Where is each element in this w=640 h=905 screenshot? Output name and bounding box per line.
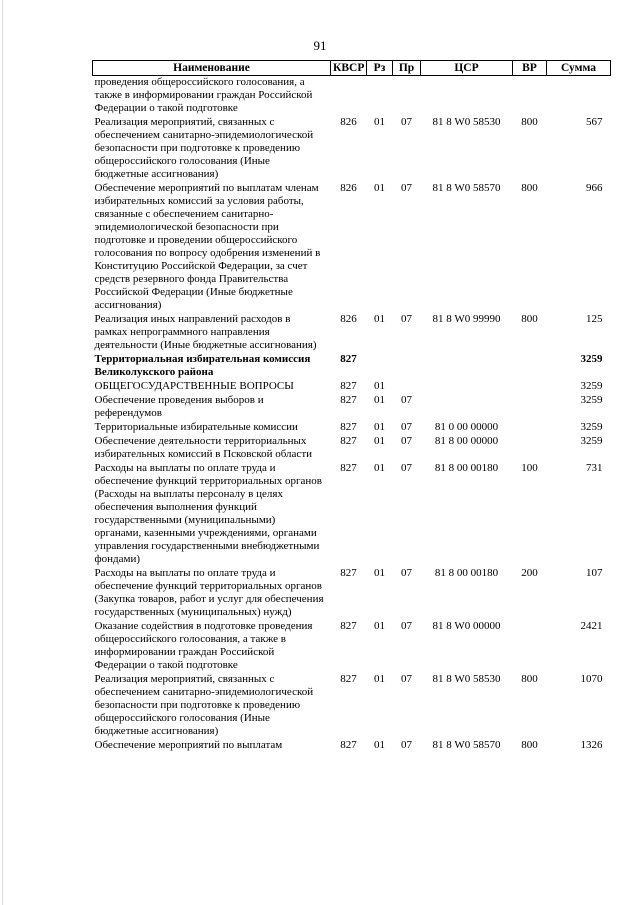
table-row: [93, 115, 611, 181]
cell-csr: 81 8 W0 99990: [432, 313, 501, 325]
cell-pr: 07: [401, 313, 412, 325]
cell-sum: 1070: [580, 673, 603, 685]
cell-pr: [393, 76, 421, 116]
scan-edge: [2, 0, 3, 905]
cell-pr: [393, 379, 421, 393]
cell-pr: 07: [401, 182, 412, 194]
header-name: Наименование: [93, 61, 331, 76]
cell-csr: 81 8 W0 58530: [432, 116, 501, 128]
cell-vr: [513, 420, 547, 434]
cell-vr: [513, 619, 547, 672]
cell-csr: [421, 76, 513, 116]
cell-name: Территориальные избирательные комиссии: [94, 421, 298, 433]
cell-kvsr: [331, 76, 367, 116]
cell-sum: 567: [586, 116, 603, 128]
cell-csr: [421, 379, 513, 393]
cell-vr: [513, 393, 547, 420]
table-row: [93, 181, 611, 312]
table-row: [93, 461, 611, 566]
cell-vr: [513, 76, 547, 116]
cell-kvsr: 827: [340, 421, 357, 433]
cell-name: Обеспечение деятельности территориальных избирательных комиссий в Псковской области: [94, 435, 313, 460]
cell-sum: 125: [586, 313, 603, 325]
cell-rz: 01: [374, 620, 385, 632]
cell-vr: [513, 434, 547, 461]
cell-kvsr: 827: [340, 620, 357, 632]
cell-csr: [421, 393, 513, 420]
cell-rz: 01: [374, 116, 385, 128]
cell-kvsr: 827: [340, 353, 357, 365]
cell-vr: 800: [521, 182, 538, 194]
cell-pr: 07: [401, 116, 412, 128]
table-row: [93, 619, 611, 672]
header-csr: ЦСР: [421, 61, 513, 76]
cell-name: Обеспечение мероприятий по выплатам членам избирательных комиссий за условия работы, связанные с обеспечением санитарно-эпидемиологической безопасности при подготовке и проведении общероссийского голосования по вопросу одобрения изменений в Конституцию Российской Федерации, за счет средств резервного фонда Правительства Российской Федерации (Иные бюджетные ассигнования): [94, 182, 321, 311]
table-row: [93, 379, 611, 393]
table-row: [93, 312, 611, 352]
cell-rz: 01: [374, 739, 385, 751]
cell-sum: 2421: [580, 620, 603, 632]
cell-vr: [513, 379, 547, 393]
cell-pr: 07: [401, 462, 412, 474]
cell-kvsr: 826: [340, 313, 357, 325]
table-header-row: [93, 61, 611, 76]
cell-vr: 800: [521, 739, 538, 751]
cell-kvsr: 827: [340, 739, 357, 751]
cell-rz: 01: [374, 435, 385, 447]
cell-rz: [367, 76, 393, 116]
cell-kvsr: 827: [340, 462, 357, 474]
cell-pr: 07: [401, 567, 412, 579]
cell-vr: [513, 352, 547, 379]
cell-csr: 81 8 00 00000: [434, 435, 499, 447]
cell-sum: 3259: [580, 380, 603, 392]
cell-csr: 81 8 W0 00000: [432, 620, 501, 632]
cell-kvsr: 827: [340, 394, 357, 406]
cell-name: проведения общероссийского голосования, а также в информировании граждан Российской Федерации о такой подготовке: [94, 76, 313, 114]
cell-pr: 07: [401, 739, 412, 751]
cell-sum: 3259: [580, 435, 603, 447]
header-rz: Рз: [367, 61, 393, 76]
cell-sum: 3259: [580, 353, 603, 365]
cell-name: Обеспечение проведения выборов и референдумов: [94, 394, 264, 419]
cell-pr: 07: [401, 394, 412, 406]
cell-vr: 100: [521, 462, 538, 474]
header-sum: Сумма: [547, 61, 611, 76]
table-row: [93, 352, 611, 379]
cell-rz: 01: [374, 182, 385, 194]
cell-name: Обеспечение мероприятий по выплатам: [94, 739, 283, 751]
cell-name: Территориальная избирательная комиссия Великолукского района: [94, 353, 311, 378]
header-vr: ВР: [513, 61, 547, 76]
cell-sum: 107: [586, 567, 603, 579]
cell-pr: 07: [401, 421, 412, 433]
cell-csr: 81 8 W0 58530: [432, 673, 501, 685]
cell-pr: 07: [401, 673, 412, 685]
header-pr: Пр: [393, 61, 421, 76]
cell-sum: 1326: [580, 739, 603, 751]
cell-pr: 07: [401, 620, 412, 632]
cell-rz: [367, 352, 393, 379]
cell-sum: 3259: [580, 394, 603, 406]
cell-kvsr: 827: [340, 380, 357, 392]
table-row: [93, 672, 611, 738]
cell-sum: 3259: [580, 421, 603, 433]
cell-sum: 966: [586, 182, 603, 194]
cell-sum: [547, 76, 611, 116]
cell-pr: 07: [401, 435, 412, 447]
table-row: [93, 434, 611, 461]
table-body: [93, 76, 611, 753]
cell-name: Реализация мероприятий, связанных с обеспечением санитарно-эпидемиологической безопасности при подготовке к проведению общероссийского голосования (Иные бюджетные ассигнования): [94, 673, 314, 737]
cell-vr: 200: [521, 567, 538, 579]
table-row: [93, 566, 611, 619]
cell-name: Оказание содействия в подготовке проведения общероссийского голосования, а также в информировании граждан Российской Федерации о такой подготовке: [94, 620, 313, 671]
table-row: [93, 420, 611, 434]
cell-rz: 01: [374, 313, 385, 325]
cell-name: Расходы на выплаты по оплате труда и обеспечение функций территориальных органов (Закупка товаров, работ и услуг для обеспечения государственных (муниципальных) нужд): [94, 567, 324, 618]
table-row: [93, 393, 611, 420]
cell-kvsr: 827: [340, 435, 357, 447]
cell-rz: 01: [374, 462, 385, 474]
cell-csr: 81 8 00 00180: [434, 462, 499, 474]
cell-vr: 800: [521, 116, 538, 128]
cell-name: Расходы на выплаты по оплате труда и обеспечение функций территориальных органов (Расходы на выплаты персоналу в целях обеспечения выполнения функций государственными (муниципальными) органами, казенными учреждениями, органами управления государственными внебюджетными фондами): [94, 462, 322, 565]
cell-csr: 81 8 W0 58570: [432, 739, 501, 751]
cell-rz: 01: [374, 394, 385, 406]
cell-vr: 800: [521, 313, 538, 325]
cell-kvsr: 827: [340, 673, 357, 685]
cell-rz: 01: [374, 567, 385, 579]
cell-name: ОБЩЕГОСУДАРСТВЕННЫЕ ВОПРОСЫ: [94, 380, 294, 392]
cell-csr: 81 8 00 00180: [434, 567, 499, 579]
page-number: 91: [313, 38, 327, 53]
cell-csr: [421, 352, 513, 379]
cell-sum: 731: [586, 462, 603, 474]
cell-rz: 01: [374, 380, 385, 392]
cell-kvsr: 826: [340, 116, 357, 128]
cell-name: Реализация мероприятий, связанных с обеспечением санитарно-эпидемиологической безопасности при подготовке к проведению общероссийского голосования (Иные бюджетные ассигнования): [94, 116, 314, 180]
table-row: [93, 738, 611, 752]
cell-rz: 01: [374, 673, 385, 685]
header-kvsr: КВСР: [331, 61, 367, 76]
cell-pr: [393, 352, 421, 379]
cell-rz: 01: [374, 421, 385, 433]
table-row: [93, 76, 611, 116]
cell-kvsr: 827: [340, 567, 357, 579]
cell-name: Реализация иных направлений расходов в рамках непрограммного направления деятельности (Иные бюджетные ассигнования): [94, 313, 317, 351]
cell-kvsr: 826: [340, 182, 357, 194]
cell-csr: 81 0 00 00000: [434, 421, 499, 433]
cell-vr: 800: [521, 673, 538, 685]
cell-csr: 81 8 W0 58570: [432, 182, 501, 194]
budget-table: [92, 60, 611, 752]
